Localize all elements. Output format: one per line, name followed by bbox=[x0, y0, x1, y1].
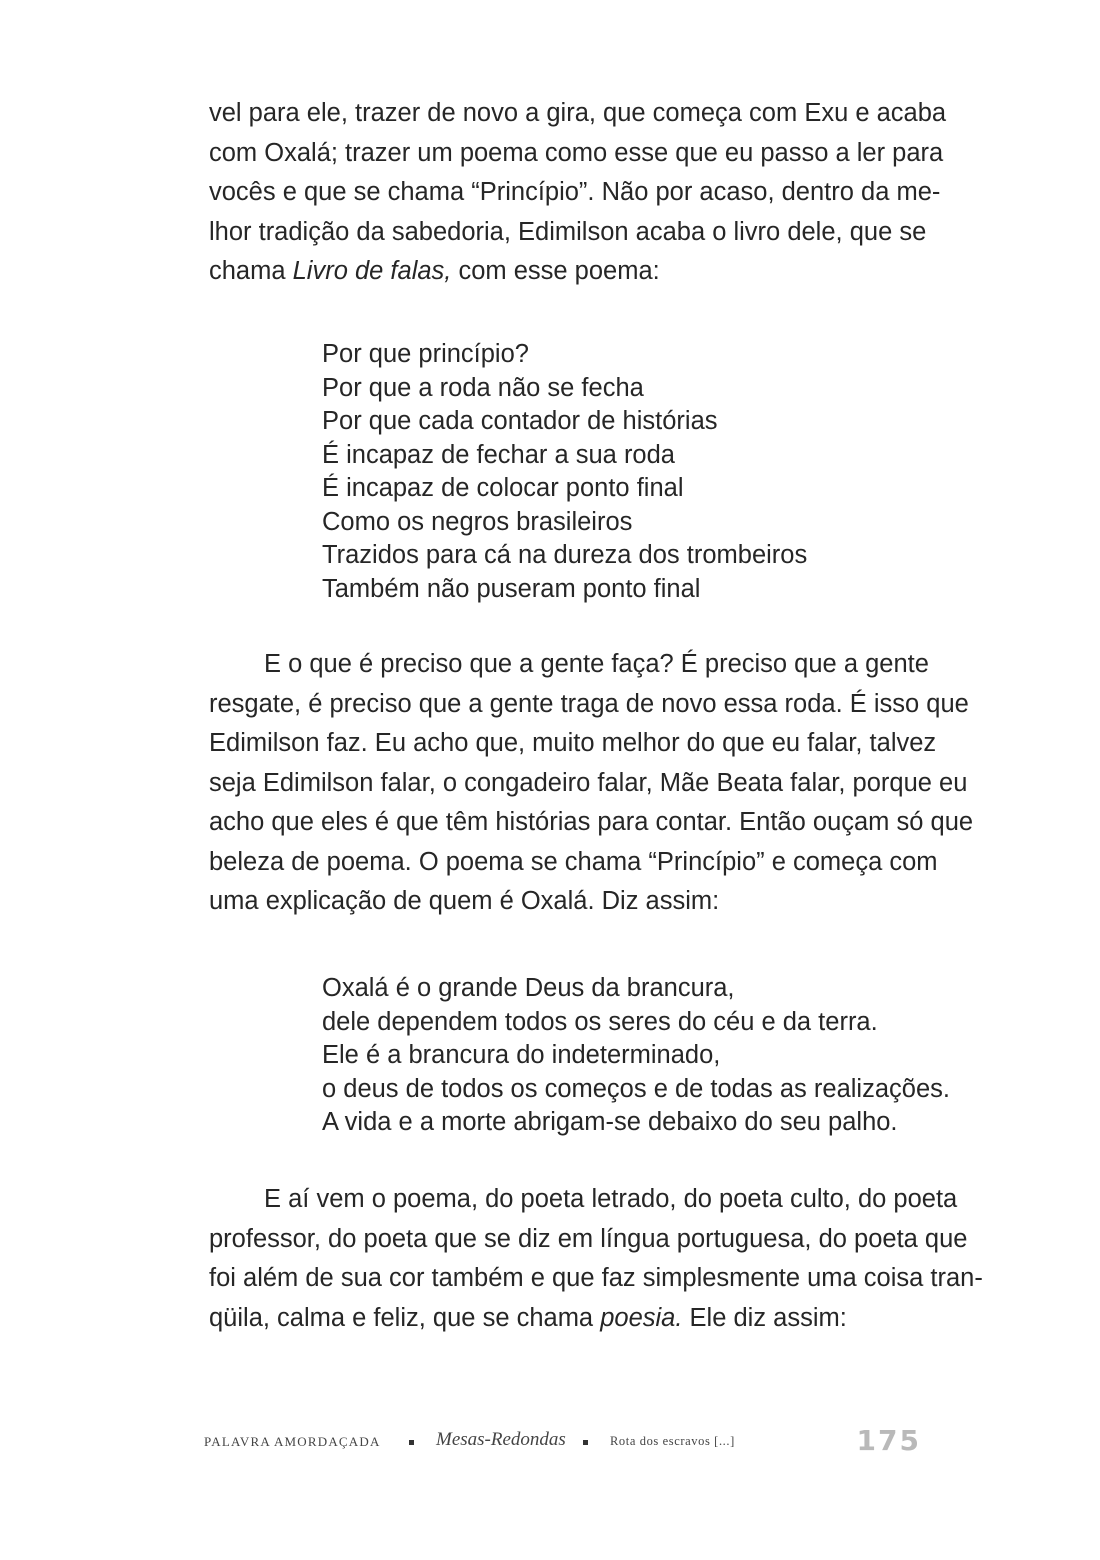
bullet-separator-icon bbox=[409, 1440, 414, 1445]
paragraph-line: Edimilson faz. Eu acho que, muito melhor do que eu falar, talvez bbox=[209, 729, 937, 757]
paragraph-2 bbox=[209, 645, 974, 922]
poem-verse: Também não puseram ponto final bbox=[322, 574, 701, 603]
page-number: 175 bbox=[856, 1424, 921, 1457]
paragraph-line: foi além de sua cor também e que faz simplesmente uma coisa tran- bbox=[209, 1264, 983, 1292]
paragraph-line bbox=[209, 1299, 919, 1339]
italic-term: poesia. bbox=[600, 1303, 683, 1332]
paragraph-line: vel para ele, trazer de novo a gira, que começa com Exu e acaba bbox=[209, 99, 947, 127]
paragraph-3 bbox=[209, 1180, 983, 1338]
book-title-italic: Livro de falas, bbox=[292, 257, 452, 285]
poem-verse: É incapaz de fechar a sua roda bbox=[322, 440, 675, 469]
footer-chapter-title: Rota dos escravos [...] bbox=[610, 1434, 735, 1448]
line-text: qüila, calma e feliz, que se chama bbox=[209, 1303, 601, 1332]
poem-verse: É incapaz de colocar ponto final bbox=[322, 474, 684, 502]
paragraph-line: com Oxalá; trazer um poema como esse que eu passo a ler para bbox=[209, 138, 944, 167]
paragraph-line: acho que eles é que têm histórias para contar. Então ouçam só que bbox=[209, 808, 974, 836]
poem-oxala bbox=[322, 972, 950, 1140]
poem-verse: Por que cada contador de histórias bbox=[322, 407, 718, 435]
line-text: com esse poema: bbox=[451, 257, 660, 285]
bullet-separator-icon bbox=[583, 1440, 588, 1445]
poem-verse: Trazidos para cá na dureza dos trombeiros bbox=[322, 541, 808, 569]
poem-verse: Como os negros brasileiros bbox=[322, 507, 633, 536]
paragraph-line: beleza de poema. O poema se chama “Princípio” e começa com bbox=[209, 847, 938, 876]
poem-verse: Por que princípio? bbox=[322, 340, 529, 368]
paragraph-line: professor, do poeta que se diz em língua portuguesa, do poeta que bbox=[209, 1224, 968, 1253]
poem-verse: Ele é a brancura do indeterminado, bbox=[322, 1041, 721, 1069]
paragraph-line: uma explicação de quem é Oxalá. Diz assim: bbox=[209, 887, 720, 915]
footer-book-title: PALAVRA AMORDAÇADA bbox=[204, 1434, 381, 1449]
page-footer bbox=[204, 1424, 921, 1464]
paragraph-line: lhor tradição da sabedoria, Edimilson acaba o livro dele, que se bbox=[209, 217, 927, 246]
paragraph-line bbox=[209, 252, 919, 292]
poem-verse: Por que a roda não se fecha bbox=[322, 373, 644, 402]
paragraph-line: vocês e que se chama “Princípio”. Não por acaso, dentro da me- bbox=[209, 178, 941, 206]
line-text: Ele diz assim: bbox=[682, 1303, 847, 1332]
poem-verse: dele dependem todos os seres do céu e da terra. bbox=[322, 1007, 878, 1036]
footer-section-title: Mesas-Redondas bbox=[436, 1429, 566, 1450]
line-text: chama bbox=[209, 257, 293, 285]
poem-principio bbox=[322, 338, 807, 606]
paragraph-line: seja Edimilson falar, o congadeiro falar, Mãe Beata falar, porque eu bbox=[209, 768, 968, 797]
paragraph-1 bbox=[209, 94, 947, 292]
paragraph-line: resgate, é preciso que a gente traga de novo essa roda. É isso que bbox=[209, 689, 969, 718]
paragraph-line: E o que é preciso que a gente faça? É preciso que a gente bbox=[264, 650, 929, 678]
paragraph-line: E aí vem o poema, do poeta letrado, do poeta culto, do poeta bbox=[264, 1185, 958, 1213]
poem-verse: Oxalá é o grande Deus da brancura, bbox=[322, 974, 735, 1002]
poem-verse: A vida e a morte abrigam-se debaixo do seu palho. bbox=[322, 1108, 898, 1136]
poem-verse: o deus de todos os começos e de todas as realizações. bbox=[322, 1074, 950, 1103]
